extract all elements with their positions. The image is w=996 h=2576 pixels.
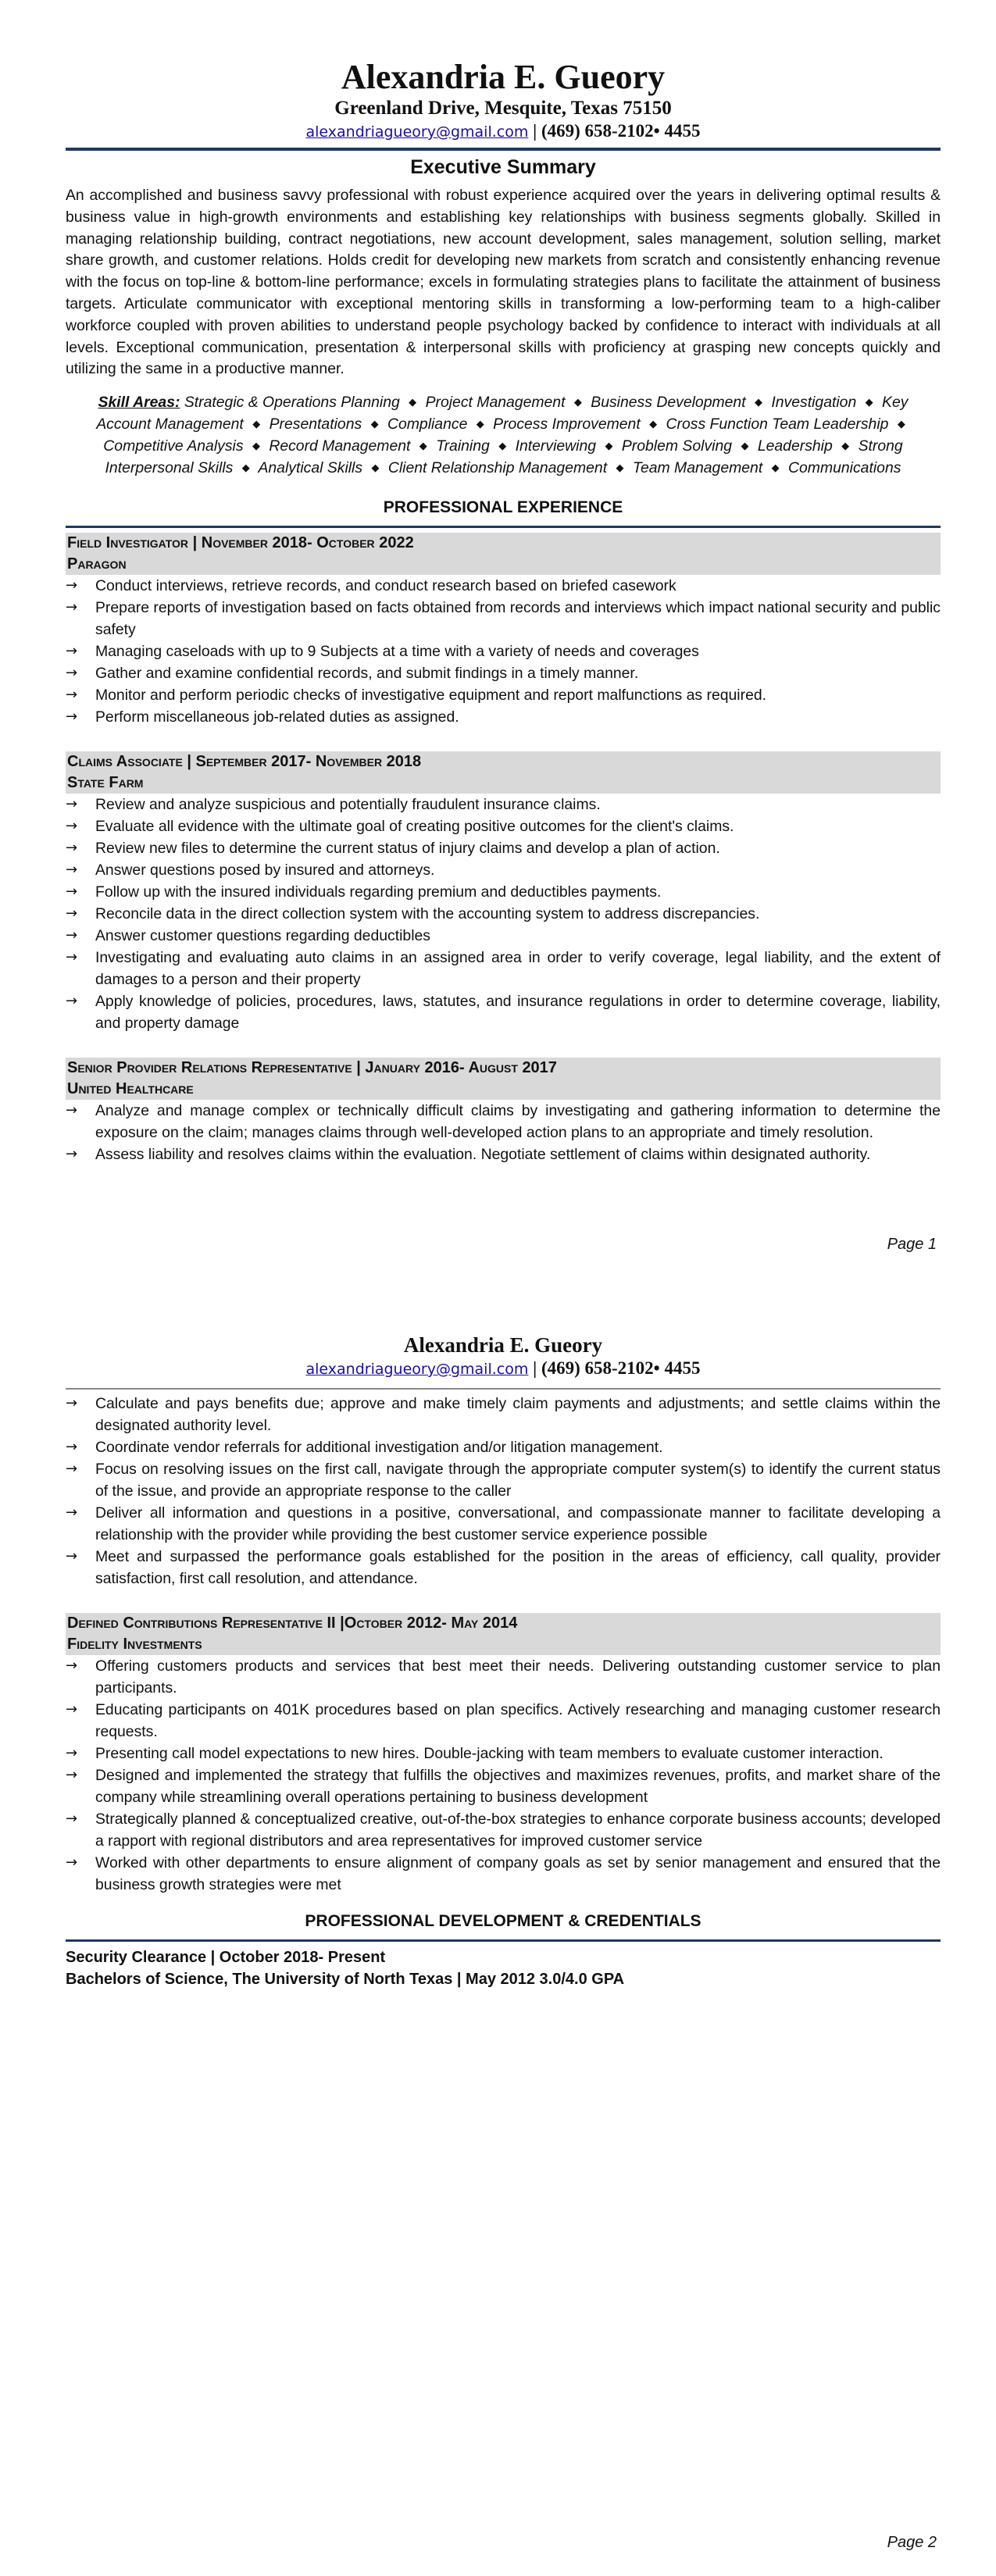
bullet-item <box>66 925 941 947</box>
bullet-text: Reconcile data in the direct collection system with the accounting system to address discrepancies. <box>95 905 760 923</box>
arrow-right-icon: → <box>66 1146 78 1163</box>
skill-item: Business Development <box>591 394 746 412</box>
diamond-icon: ◆ <box>409 396 417 409</box>
phone: | (469) 658-2102• 4455 <box>528 121 701 141</box>
arrow-right-icon: → <box>66 643 78 660</box>
summary-title: Executive Summary <box>410 156 596 178</box>
candidate-name-repeat: Alexandria E. Gueory <box>403 1333 603 1357</box>
diamond-icon: ◆ <box>771 462 780 474</box>
diamond-icon: ◆ <box>897 418 905 430</box>
bullet-item <box>66 1808 941 1852</box>
page-2-divider <box>66 1388 941 1390</box>
diamond-icon: ◆ <box>371 462 380 474</box>
credentials-title: PROFESSIONAL DEVELOPMENT & CREDENTIALS <box>305 1912 701 1930</box>
bullet-item <box>66 706 941 728</box>
diamond-icon: ◆ <box>252 418 261 430</box>
bullet-item <box>66 1458 941 1502</box>
arrow-right-icon: → <box>66 1439 78 1455</box>
job-heading <box>66 1613 941 1655</box>
bullet-item <box>66 903 941 925</box>
page-1 <box>0 0 996 1281</box>
bullet-text: Educating participants on 401K procedures based on plan specifics. Actively researching and managing customer research requests. <box>95 1701 941 1740</box>
bullet-text: Apply knowledge of policies, procedures, laws, statutes, and insurance regulations in order to determine coverage, liability, and property damage <box>95 993 941 1033</box>
address: Greenland Drive, Mesquite, Texas 75150 <box>334 98 672 119</box>
arrow-right-icon: → <box>66 927 78 944</box>
job-title: Senior Provider Relations Representative | January 2016- August 2017 <box>67 1059 557 1077</box>
arrow-right-icon: → <box>66 1854 78 1871</box>
skill-item: Investigation <box>771 394 857 412</box>
diamond-icon: ◆ <box>841 440 850 452</box>
bullet-item <box>66 815 941 837</box>
phone-repeat: | (469) 658-2102• 4455 <box>528 1358 701 1378</box>
bullet-item <box>66 1743 941 1764</box>
bullet-item <box>66 1852 941 1896</box>
arrow-right-icon: → <box>66 1767 78 1783</box>
job-bullets <box>66 1655 941 1896</box>
email-link[interactable]: alexandriagueory@gmail.com <box>305 123 529 141</box>
arrow-right-icon: → <box>66 687 78 704</box>
bullet-item <box>66 684 941 706</box>
job-company: Fidelity Investments <box>67 1636 202 1653</box>
diamond-icon: ◆ <box>616 462 624 474</box>
bullet-text: Monitor and perform periodic checks of investigative equipment and report malfunctions as required. <box>95 687 767 705</box>
arrow-right-icon: → <box>66 796 78 813</box>
bullet-item <box>66 990 941 1034</box>
job-bullets-continued <box>66 1393 941 1589</box>
skill-item: Strategic & Operations Planning <box>184 394 400 412</box>
arrow-right-icon: → <box>66 708 78 726</box>
job-united-healthcare <box>66 1058 941 1165</box>
job-title: Claims Associate | September 2017- November 2018 <box>67 753 422 771</box>
job-bullets <box>66 1100 941 1165</box>
arrow-right-icon: → <box>66 1395 78 1411</box>
contact-line <box>66 120 941 143</box>
credentials-divider <box>66 1939 941 1942</box>
arrow-right-icon: → <box>66 818 78 835</box>
diamond-icon: ◆ <box>605 440 613 452</box>
job-company: State Farm <box>67 774 144 792</box>
diamond-icon: ◆ <box>649 418 658 430</box>
bullet-text: Review and analyze suspicious and potentially fraudulent insurance claims. <box>95 796 601 814</box>
bullet-text: Evaluate all evidence with the ultimate goal of creating positive outcomes for the client's claims. <box>95 818 734 836</box>
job-heading <box>66 1058 941 1100</box>
bullet-text: Prepare reports of investigation based on facts obtained from records and interviews which impact national security and public safety <box>95 599 941 639</box>
arrow-right-icon: → <box>66 1657 78 1674</box>
skill-item: Leadership <box>757 437 833 455</box>
arrow-right-icon: → <box>66 577 78 594</box>
skill-item: Record Management <box>269 437 411 455</box>
arrow-right-icon: → <box>66 905 78 922</box>
job-company: Paragon <box>67 555 127 573</box>
bullet-item <box>66 662 941 684</box>
arrow-right-icon: → <box>66 993 78 1010</box>
credential-item: Bachelors of Science, The University of North Texas | May 2012 3.0/4.0 GPA <box>66 1971 625 1988</box>
bullet-text: Managing caseloads with up to 9 Subjects at a time with a variety of needs and coverages <box>95 643 699 661</box>
bullet-item <box>66 859 941 881</box>
skill-item: Competitive Analysis <box>103 437 244 455</box>
skill-list <box>96 394 910 476</box>
bullet-item <box>66 1100 941 1144</box>
bullet-text: Focus on resolving issues on the first call, navigate through the appropriate computer system(s) to identify the current status of the issue, and provide an appropriate response to the caller <box>95 1461 941 1500</box>
bullet-text: Meet and surpassed the performance goals established for the position in the areas of efficiency, call quality, provider satisfaction, first call resolution, and attendance. <box>95 1548 941 1587</box>
bullet-text: Follow up with the insured individuals regarding premium and deductibles payments. <box>95 883 662 901</box>
bullet-item <box>66 1436 941 1458</box>
bullet-text: Review new files to determine the current status of injury claims and develop a plan of action. <box>95 840 720 858</box>
diamond-icon: ◆ <box>498 440 507 452</box>
job-title: Defined Contributions Representative II |October 2012- May 2014 <box>67 1614 518 1632</box>
page-number-1: Page 1 <box>887 1236 937 1253</box>
diamond-icon: ◆ <box>252 440 260 452</box>
skill-item: Process Improvement <box>493 416 641 433</box>
diamond-icon: ◆ <box>476 418 484 430</box>
bullet-text: Assess liability and resolves claims within the evaluation. Negotiate settlement of claims within designated authority. <box>95 1146 871 1164</box>
bullet-text: Deliver all information and questions in a positive, conversational, and compassionate manner to facilitate developing a relationship with the provider while providing the best customer service experience possible <box>95 1504 941 1543</box>
diamond-icon: ◆ <box>865 396 873 409</box>
arrow-right-icon: → <box>66 840 78 857</box>
bullet-item <box>66 1144 941 1165</box>
bullet-item <box>66 575 941 597</box>
bullet-item <box>66 597 941 640</box>
arrow-right-icon: → <box>66 883 78 901</box>
arrow-right-icon: → <box>66 1548 78 1565</box>
arrow-right-icon: → <box>66 1745 78 1761</box>
bullet-text: Strategically planned & conceptualized creative, out-of-the-box strategies to enhance corporate business accounts; developed a rapport with regional distributors and area representatives for improved customer service <box>95 1811 941 1850</box>
arrow-right-icon: → <box>66 599 78 616</box>
diamond-icon: ◆ <box>419 440 427 452</box>
page-1-content <box>66 58 941 1165</box>
header-divider <box>66 148 941 151</box>
diamond-icon: ◆ <box>370 418 379 430</box>
skill-item: Client Relationship Management <box>387 459 608 477</box>
bullet-item <box>66 1699 941 1743</box>
skill-item: Problem Solving <box>621 437 733 455</box>
skill-item: Training <box>436 437 490 455</box>
bullet-item <box>66 794 941 815</box>
job-bullets <box>66 575 941 728</box>
bullet-text: Designed and implemented the strategy that fulfills the objectives and maximizes revenues, profits, and market share of the company while streamlining overall operations pertaining to business development <box>95 1767 941 1806</box>
job-bullets <box>66 794 941 1034</box>
bullet-item <box>66 640 941 662</box>
diamond-icon: ◆ <box>573 396 582 409</box>
bullet-item <box>66 837 941 859</box>
skill-item: Communications <box>788 459 901 477</box>
arrow-right-icon: → <box>66 665 78 682</box>
experience-title: PROFESSIONAL EXPERIENCE <box>383 498 623 517</box>
experience-divider <box>66 526 941 528</box>
arrow-right-icon: → <box>66 1504 78 1521</box>
credentials-list <box>66 1946 941 1990</box>
skill-item: Key Account Management <box>96 394 909 433</box>
page-2-content <box>66 1333 941 1990</box>
bullet-item <box>66 1502 941 1546</box>
bullet-item <box>66 1655 941 1699</box>
skill-areas <box>66 391 941 479</box>
job-title: Field Investigator | November 2018- October 2022 <box>67 534 414 552</box>
skill-item: Interviewing <box>515 437 597 455</box>
skill-item: Cross Function Team Leadership <box>666 416 889 433</box>
arrow-right-icon: → <box>66 949 78 966</box>
arrow-right-icon: → <box>66 1701 78 1718</box>
bullet-item <box>66 1393 941 1436</box>
bullet-text: Presenting call model expectations to new hires. Double-jacking with team members to evaluate customer interaction. <box>95 1745 884 1762</box>
bullet-text: Worked with other departments to ensure alignment of company goals as set by senior management and ensured that the business growth strategies were met <box>95 1854 941 1893</box>
job-fidelity <box>66 1613 941 1896</box>
bullet-text: Perform miscellaneous job-related duties as assigned. <box>95 708 459 726</box>
skill-item: Strong Interpersonal Skills <box>105 437 903 477</box>
summary-text: An accomplished and business savvy professional with robust experience acquired over the years in delivering optimal results & business value in high-growth environments and establishing key relationships with business segments globally. Skilled in managing relationship building, contract negotiations, new account development, sales management, solution selling, market share growth, and customer relations. Holds credit for developing new markets from scratch and consistently enhancing revenue with the focus on top-line & bottom-line performance; excels in formulating strategies plans to facilitate the attainment of business targets. Articulate communicator with exceptional mentoring skills in transforming a low-performing team to a high-caliber workforce coupled with proven abilities to understand people psychology backed by confidence to interact with individuals at all levels. Exceptional communication, presentation & interpersonal skills with proficiency at grasping new concepts quickly and utilizing the same in a productive manner. <box>66 187 941 378</box>
bullet-item <box>66 947 941 990</box>
bullet-text: Answer questions posed by insured and attorneys. <box>95 862 435 879</box>
arrow-right-icon: → <box>66 1102 78 1119</box>
skill-item: Presentations <box>269 416 362 433</box>
bullet-item <box>66 1764 941 1808</box>
skill-areas-label: Skill Areas: <box>98 394 180 412</box>
bullet-text: Gather and examine confidential records, and submit findings in a timely manner. <box>95 665 639 683</box>
bullet-text: Analyze and manage complex or technically difficult claims by investigating and gathering information to determine the exposure on the claim; manages claims through well-developed action plans to an appropriate and timely resolution. <box>95 1102 941 1142</box>
skill-item: Compliance <box>387 416 468 433</box>
page-number-2: Page 2 <box>887 2534 937 2551</box>
arrow-right-icon: → <box>66 1811 78 1827</box>
job-company: United Healthcare <box>67 1080 194 1098</box>
bullet-text: Coordinate vendor referrals for additional investigation and/or litigation management. <box>95 1439 663 1456</box>
bullet-text: Conduct interviews, retrieve records, and conduct research based on briefed casework <box>95 577 676 595</box>
job-heading <box>66 533 941 575</box>
arrow-right-icon: → <box>66 1461 78 1477</box>
credential-item: Security Clearance | October 2018- Present <box>66 1949 386 1966</box>
skill-item: Team Management <box>632 459 763 477</box>
bullet-text: Calculate and pays benefits due; approve and make timely claim payments and adjustments; and settle claims within the designated authority level. <box>95 1395 941 1434</box>
skill-item: Project Management <box>425 394 566 412</box>
job-state-farm <box>66 751 941 1034</box>
bullet-text: Investigating and evaluating auto claims in an assigned area in order to verify coverage, legal liability, and the extent of damages to a person and their property <box>95 949 941 989</box>
job-paragon <box>66 533 941 728</box>
bullet-text: Offering customers products and services that best meet their needs. Delivering outstanding customer service to plan participants. <box>95 1657 941 1697</box>
diamond-icon: ◆ <box>741 440 749 452</box>
candidate-name: Alexandria E. Gueory <box>341 58 666 96</box>
job-heading <box>66 751 941 794</box>
page-2 <box>0 1281 996 2576</box>
arrow-right-icon: → <box>66 862 78 879</box>
bullet-item <box>66 1546 941 1589</box>
email-link-repeat[interactable]: alexandriagueory@gmail.com <box>305 1361 529 1378</box>
bullet-item <box>66 881 941 903</box>
skill-item: Analytical Skills <box>258 459 363 477</box>
diamond-icon: ◆ <box>754 396 762 409</box>
diamond-icon: ◆ <box>241 462 250 474</box>
contact-line-repeat <box>66 1358 941 1380</box>
bullet-text: Answer customer questions regarding deductibles <box>95 927 430 945</box>
